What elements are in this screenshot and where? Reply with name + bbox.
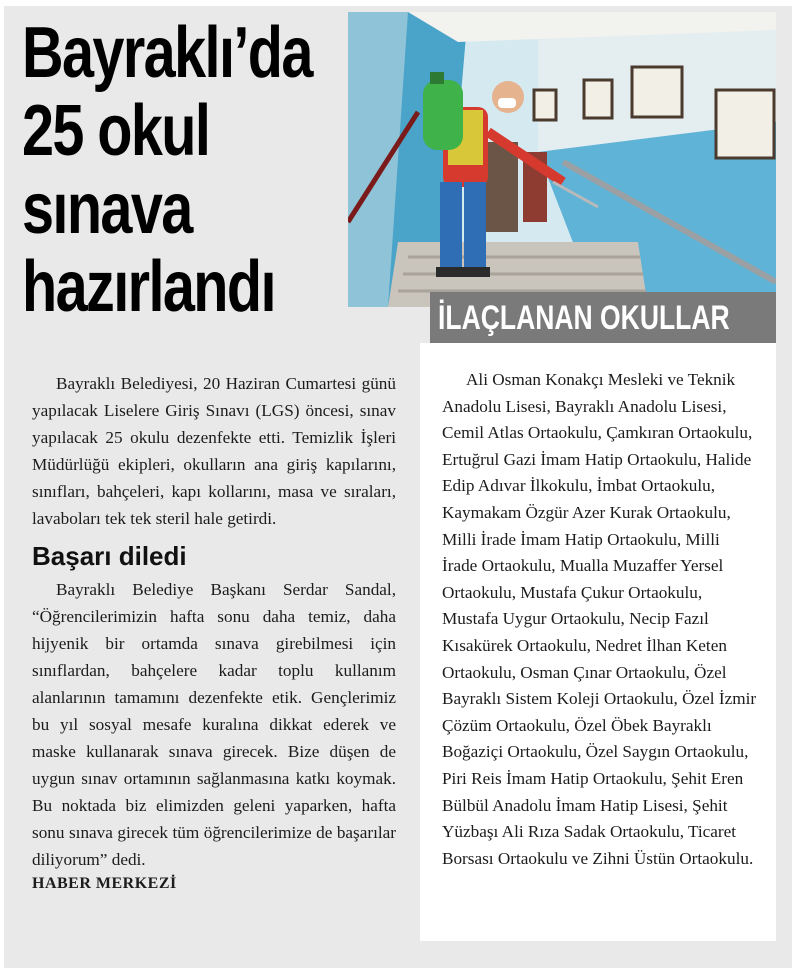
article-subhead: Başarı diledi xyxy=(32,541,187,571)
photo-illustration xyxy=(348,12,776,307)
sidebar-title-banner xyxy=(430,292,776,344)
article-body: Bayraklı Belediye Başkanı Serdar Sandal, “Öğrencilerimizin hafta sonu daha temiz, daha hijyenik bir ortamda sınava girebilmesi için sınıflardan, bahçelere kadar toplu kullanım alanlarının tamamını dezenfekte etik. Gençlerimiz bu yıl sosyal mesafe kuralına dikkat ederek ve maske kullanarak sınava girecek. Bize düşen de uygun sınav ortamının sağlanmasına katkı koymak. Bu noktada biz elimizden geleni yaparken, hafta sonu sınava girecek tüm öğrencilerimize de başarılar diliyorum” dedi. xyxy=(32,580,396,869)
disinfection-photo xyxy=(348,12,776,307)
article-column xyxy=(32,370,396,895)
sidebar-title: İLAÇLANAN OKULLAR xyxy=(438,299,730,337)
headline xyxy=(22,13,312,327)
headline-line-2: 25 okul xyxy=(22,91,210,171)
headline-line-4: hazırlandı xyxy=(22,247,275,327)
article-byline: HABER MERKEZİ xyxy=(32,875,177,892)
schools-list: Ali Osman Konakçı Mesleki ve Teknik Anadolu Lisesi, Bayraklı Anadolu Lisesi, Cemil Atlas Ortaokulu, Çamkıran Ortaokulu, Ertuğrul Gazi İmam Hatip Ortaokulu, Halide Edip Adıvar İlkokulu, İmbat Ortaokulu, Kaymakam Özgür Azer Kurak Ortaokulu, Milli İrade İmam Hatip Ortaokulu, Milli İrade Ortaokulu, Mualla Muzaffer Yersel Ortaokulu, Mustafa Çukur Ortaokulu, Mustafa Uygur Ortaokulu, Necip Fazıl Kısakürek Ortaokulu, Nedret İlhan Keten Ortaokulu, Osman Çınar Ortaokulu, Özel Bayraklı Sistem Koleji Ortaokulu, Özel İzmir Çözüm Ortaokulu, Özel Öbek Bayraklı Boğaziçi Ortaokulu, Özel Saygın Ortaokulu, Piri Reis İmam Hatip Ortaokulu, Şehit Eren Bülbül Anadolu İmam Hatip Lisesi, Şehit Yüzbaşı Ali Rıza Sadak Ortaokulu, Ticaret Borsası Ortaokulu ve Zihni Üstün Ortaokulu. xyxy=(442,370,757,868)
sidebar-box xyxy=(420,343,776,941)
headline-line-1: Bayraklı’da xyxy=(22,13,312,93)
headline-line-3: sınava xyxy=(22,169,192,249)
article-intro: Bayraklı Belediyesi, 20 Haziran Cumartesi günü yapılacak Liselere Giriş Sınavı (LGS) öncesi, sınav yapılacak 25 okulu dezenfekte etti. Temizlik İşleri Müdürlüğü ekipleri, okulların ana giriş kapılarını, sınıfları, bahçeleri, kapı kollarını, masa ve sıraları, lavaboları tek tek steril hale getirdi. xyxy=(32,374,396,528)
